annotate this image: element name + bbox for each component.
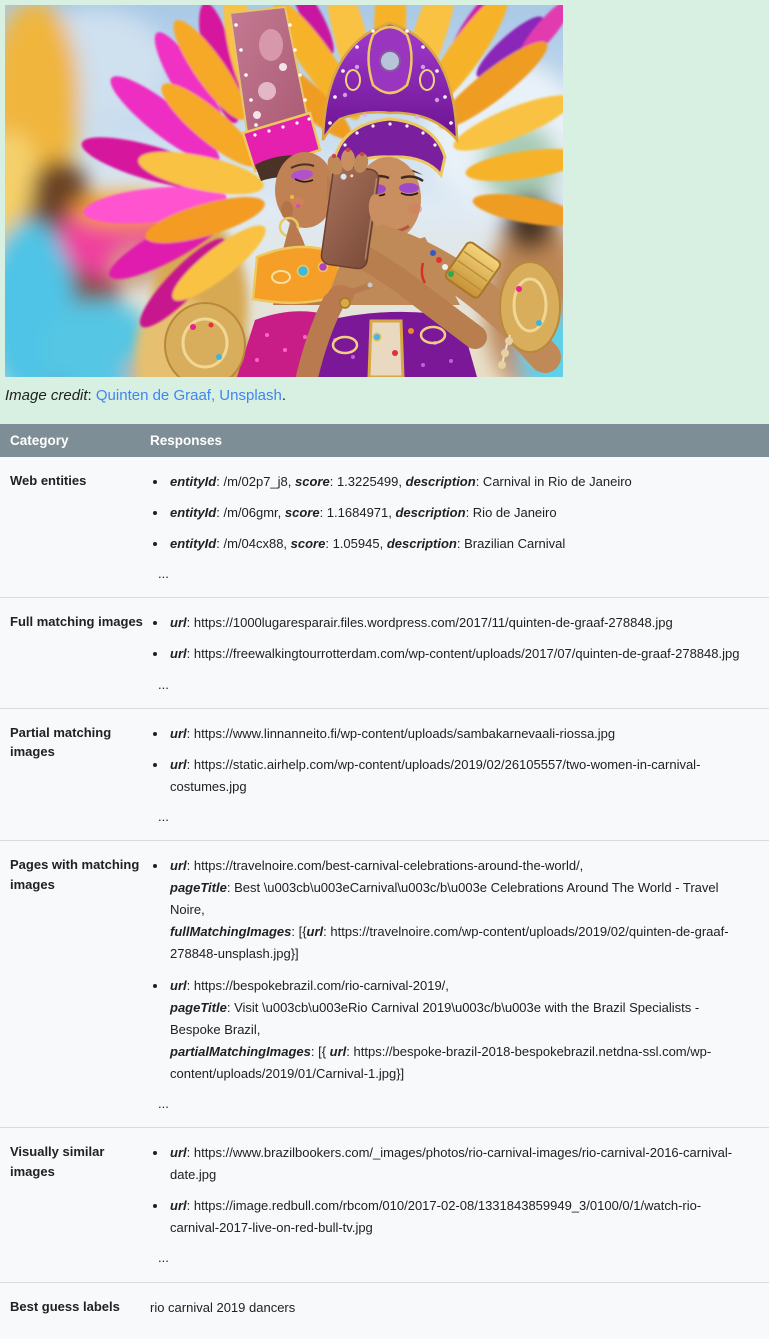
response-key: url — [170, 615, 187, 631]
response-key: score — [284, 505, 320, 521]
carnival-photo-art — [5, 5, 563, 377]
response-key: pageTitle — [170, 999, 227, 1015]
response-key: url — [170, 756, 187, 772]
category-cell: Web entities — [10, 473, 87, 488]
response-item: • url: https://www.brazilbookers.com/_images/photos/rio-carnival-images/rio-carnival-2016-carnival-date.jpg — [168, 1142, 743, 1186]
category-cell: Best guess labels — [10, 1298, 120, 1314]
response-item: • entityId: /m/06gmr, score: 1.1684971, description: Rio de Janeiro — [168, 502, 743, 524]
responses-cell — [150, 1128, 769, 1282]
responses-cell — [150, 598, 769, 708]
response-item: • url: https://image.redbull.com/rbcom/010/2017-02-08/1331843859949_3/0100/0/1/watch-rio-carnival-2017-live-on-red-bull-tv.jpg — [168, 1195, 743, 1239]
image-credit-label: Image credit — [5, 387, 88, 404]
column-header-category: Category — [0, 424, 150, 457]
response-key: entityId — [170, 536, 217, 552]
response-item: • url: https://static.airhelp.com/wp-content/uploads/2019/02/26105557/two-women-in-carnival-costumes.jpg — [168, 754, 743, 798]
table-row — [0, 708, 769, 840]
results-table-body — [0, 457, 769, 1339]
response-key: description — [395, 505, 466, 521]
response-key: entityId — [170, 505, 217, 521]
response-key: description — [405, 474, 476, 489]
response-key: url — [170, 1198, 187, 1214]
ellipsis: ... — [158, 1250, 169, 1266]
responses-list — [150, 612, 743, 665]
responses-cell — [150, 457, 769, 598]
image-credit-period: . — [281, 387, 287, 404]
response-item: • url: https://1000lugaresparair.files.wordpress.com/2017/11/quinten-de-graaf-278848.jpg — [168, 612, 743, 634]
carnival-photo — [5, 5, 563, 377]
page — [0, 5, 769, 1339]
column-header-responses: Responses — [150, 424, 769, 457]
response-item: • entityId: /m/02p7_j8, score: 1.3225499, description: Carnival in Rio de Janeiro — [168, 471, 743, 493]
responses-list — [150, 471, 743, 555]
response-item: • entityId: /m/04cx88, score: 1.05945, description: Brazilian Carnival — [168, 533, 743, 555]
category-cell: Full matching images — [10, 614, 143, 630]
ellipsis: ... — [158, 676, 169, 692]
category-cell: Partial matching images — [10, 724, 112, 760]
response-key: url — [170, 1145, 187, 1161]
image-credit-link[interactable]: Quinten de Graaf, Unsplash — [95, 387, 282, 404]
results-table — [0, 424, 769, 1339]
response-key: url — [306, 924, 324, 940]
table-row — [0, 1282, 769, 1339]
responses-list — [150, 723, 743, 798]
ellipsis: ... — [158, 566, 169, 582]
response-key: score — [295, 474, 330, 489]
category-cell: Visually similar images — [10, 1144, 105, 1179]
responses-cell — [150, 841, 769, 1128]
response-item: • url: https://freewalkingtourrotterdam.com/wp-content/uploads/2017/07/quinten-de-graaf-278848.jpg — [168, 643, 743, 665]
response-item: • url: https://travelnoire.com/best-carnival-celebrations-around-the-world/, pageTitle: Best \u003cb\u003eCarnival\u003c/b\u003e Celebrations Around The World - Travel Noire, fullMatchingImages: [{url: https://travelnoire.com/wp-content/uploads/2019/02/quinten-de-graaf-278848-unsplash.jpg}] — [168, 855, 743, 965]
image-credit-separator: : — [87, 387, 96, 404]
response-key: fullMatchingImages — [170, 924, 292, 940]
response-key: entityId — [170, 474, 217, 489]
response-item: • url: https://www.linnanneito.fi/wp-content/uploads/sambakarnevaali-riossa.jpg — [168, 723, 743, 745]
responses-list — [150, 1142, 743, 1239]
response-key: url — [170, 725, 187, 741]
table-row — [0, 841, 769, 1128]
response-key: url — [170, 977, 187, 993]
response-item: • url: https://bespokebrazil.com/rio-carnival-2019/, pageTitle: Visit \u003cb\u003eRio Carnival 2019\u003c/b\u003e with the Brazil Specialists - Bespoke Brazil, partialMatchingImages: [{ url: https://bespoke-brazil-2018-bespokebrazil.netdna-ssl.com/wp-content/uploads/2019/01/Carnival-1.jpg}] — [168, 975, 743, 1085]
response-key: url — [170, 858, 187, 874]
ellipsis: ... — [158, 808, 169, 824]
responses-cell — [150, 708, 769, 840]
plain-response: rio carnival 2019 dancers — [150, 1299, 296, 1315]
category-cell: Pages with matching images — [10, 857, 140, 892]
table-header-row — [0, 424, 769, 457]
table-row — [0, 457, 769, 598]
response-key: score — [290, 536, 326, 552]
response-key: description — [386, 536, 457, 552]
responses-list — [150, 855, 743, 1085]
ellipsis: ... — [158, 1095, 169, 1111]
response-key: partialMatchingImages — [170, 1043, 311, 1059]
response-key: url — [329, 1043, 347, 1059]
response-key: pageTitle — [170, 880, 227, 896]
image-credit — [5, 387, 769, 405]
table-row — [0, 598, 769, 708]
response-key: url — [170, 646, 187, 662]
responses-cell — [150, 1282, 769, 1339]
table-row — [0, 1128, 769, 1282]
